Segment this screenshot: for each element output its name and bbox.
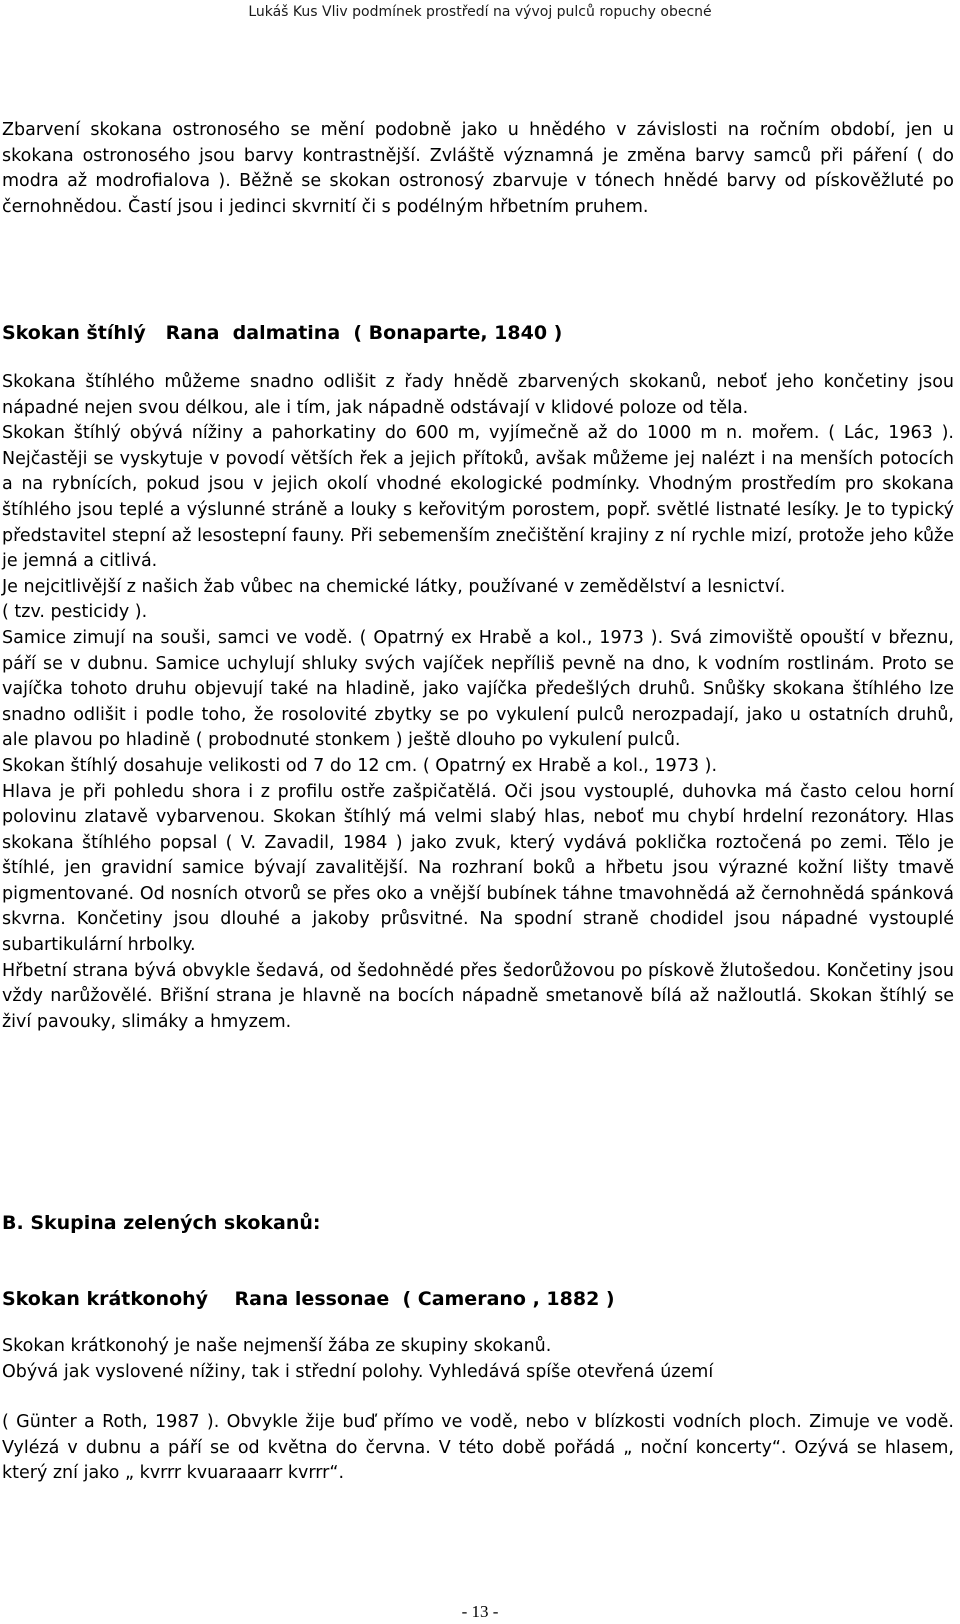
paragraph: Hřbetní strana bývá obvykle šedavá, od šedohnědé přes šedorůžovou po pískově žlutošedou. Končetiny jsou vždy narůžovělé. Břišní strana je hlavně na bocích nápadně smetanově bílá až nažloutlá. Skokan štíhlý se živí pavouky, slimáky a hmyzem. [2,960,954,1032]
paragraph: Skokan štíhlý dosahuje velikosti od 7 do 12 cm. ( Opatrný ex Hrabě a kol., 1973 ). [2,755,718,776]
rana-lessonae-text [2,1334,954,1385]
section-heading-group-b: B. Skupina zelených skokanů: [2,1212,321,1234]
paragraph: Skokana štíhlého můžeme snadno odlišit z řady hnědě zbarvených skokanů, neboť jeho končetiny jsou nápadné nejen svou délkou, ale i tím, jak nápadně odstávají v klidové poloze od těla. [2,372,954,418]
section-heading-rana-dalmatina: Skokan štíhlý Rana dalmatina ( Bonaparte, 1840 ) [2,322,563,344]
paragraph: Skokan krátkonohý je naše nejmenší žába ze skupiny skokanů. [2,1336,552,1356]
rana-dalmatina-text [2,370,954,1035]
paragraph: Skokan štíhlý obývá nížiny a pahorkatiny do 600 m, vyjímečně až do 1000 m n. mořem. ( Lác, 1963 ). Nejčastěji se vyskytuje v povodí větších řek a jejich přítoků, avšak můžeme jej nalézt i na menších potocích a na rybnících, pokud jsou v jejich okolí vhodné ekologické podmínky. Vhodným prostředím pro skokana štíhlého jsou teplé a výslunné stráně a louky s keřovitým porostem, popř. světlé listnaté lesíky. Je to typický představitel stepní až lesostepní fauny. Při sebemenším znečištění krajiny z ní rychle mizí, protože jeho kůže je jemná a citlivá. [2,423,954,572]
paragraph: Samice zimují na souši, samci ve vodě. ( Opatrný ex Hrabě a kol., 1973 ). Svá zimoviště opouští v březnu, páří se v dubnu. Samice uchylují shluky svých vajíček nepříliš pevně na dno, k vodním rostlinám. Proto se vajíčka tohoto druhu objevují také na hladině, jako vajíčka předešlých druhů. Snůšky skokana štíhlého lze snadno odlišit i podle toho, že rosolovité zbytky se po vykulení pulců nerozpadají, jako u ostatních druhů, ale plavou po hladině ( probodnuté stonkem ) ještě dlouho po vykulení pulců. [2,627,954,751]
rana-lessonae-text-continued [2,1410,954,1487]
paragraph: Zbarvení skokana ostronosého se mění podobně jako u hnědého v závislosti na ročním období, jen u skokana ostronosého jsou barvy kontrastnější. Zvláště významná je změna barvy samců při páření ( do modra až modrofialova ). Běžně se skokan ostronosý zbarvuje v tónech hnědé barvy od pískověžluté po černohnědou. Častí jsou i jedinci skvrnití či s podélným hřbetním pruhem. [2,120,954,217]
paragraph: Hlava je při pohledu shora i z profilu ostře zašpičatělá. Oči jsou vystouplé, duhovka má často celou horní polovinu zlatavě vybarvenou. Skokan štíhlý má velmi slabý hlas, neboť mu chybí hrdelní rezonátory. Hlas skokana štíhlého popsal ( V. Zavadil, 1984 ) jako zvuk, který vydává poklička roztočená po zemi. Tělo je štíhlé, jen gravidní samice bývají zavalitější. Na rozhraní boků a hřbetu jsou výrazné kožní lišty tmavě pigmentované. Od nosních otvorů se přes oko a vnější bubínek táhne tmavohnědá až černohnědá spánková skvrna. Končetiny jsou dlouhé a jakoby průsvitné. Na spodní straně chodidel jsou nápadné vystouplé subartikulární hrbolky. [2,781,954,956]
paragraph: ( Günter a Roth, 1987 ). Obvykle žije buď přímo ve vodě, nebo v blízkosti vodních ploch. Zimuje ve vodě. Vylézá v dubnu a páří se od května do června. V této době pořádá „ noční koncerty“. Ozývá se hlasem, který zní jako „ kvrrr kvuaraaarr kvrrr“. [2,1412,954,1484]
running-header: Lukáš Kus Vliv podmínek prostředí na vývoj pulců ropuchy obecné [248,4,712,20]
section-heading-rana-lessonae: Skokan krátkonohý Rana lessonae ( Camerano , 1882 ) [2,1288,615,1310]
paragraph: ( tzv. pesticidy ). [2,602,148,623]
paragraph: Obývá jak vyslovené nížiny, tak i střední polohy. Vyhledává spíše otevřená území [2,1361,714,1382]
intro-paragraph [2,118,954,220]
paragraph: Je nejcitlivější z našich žab vůbec na chemické látky, používané v zemědělství a lesnictví. [2,576,786,597]
page-number: - 13 - [461,1602,499,1621]
